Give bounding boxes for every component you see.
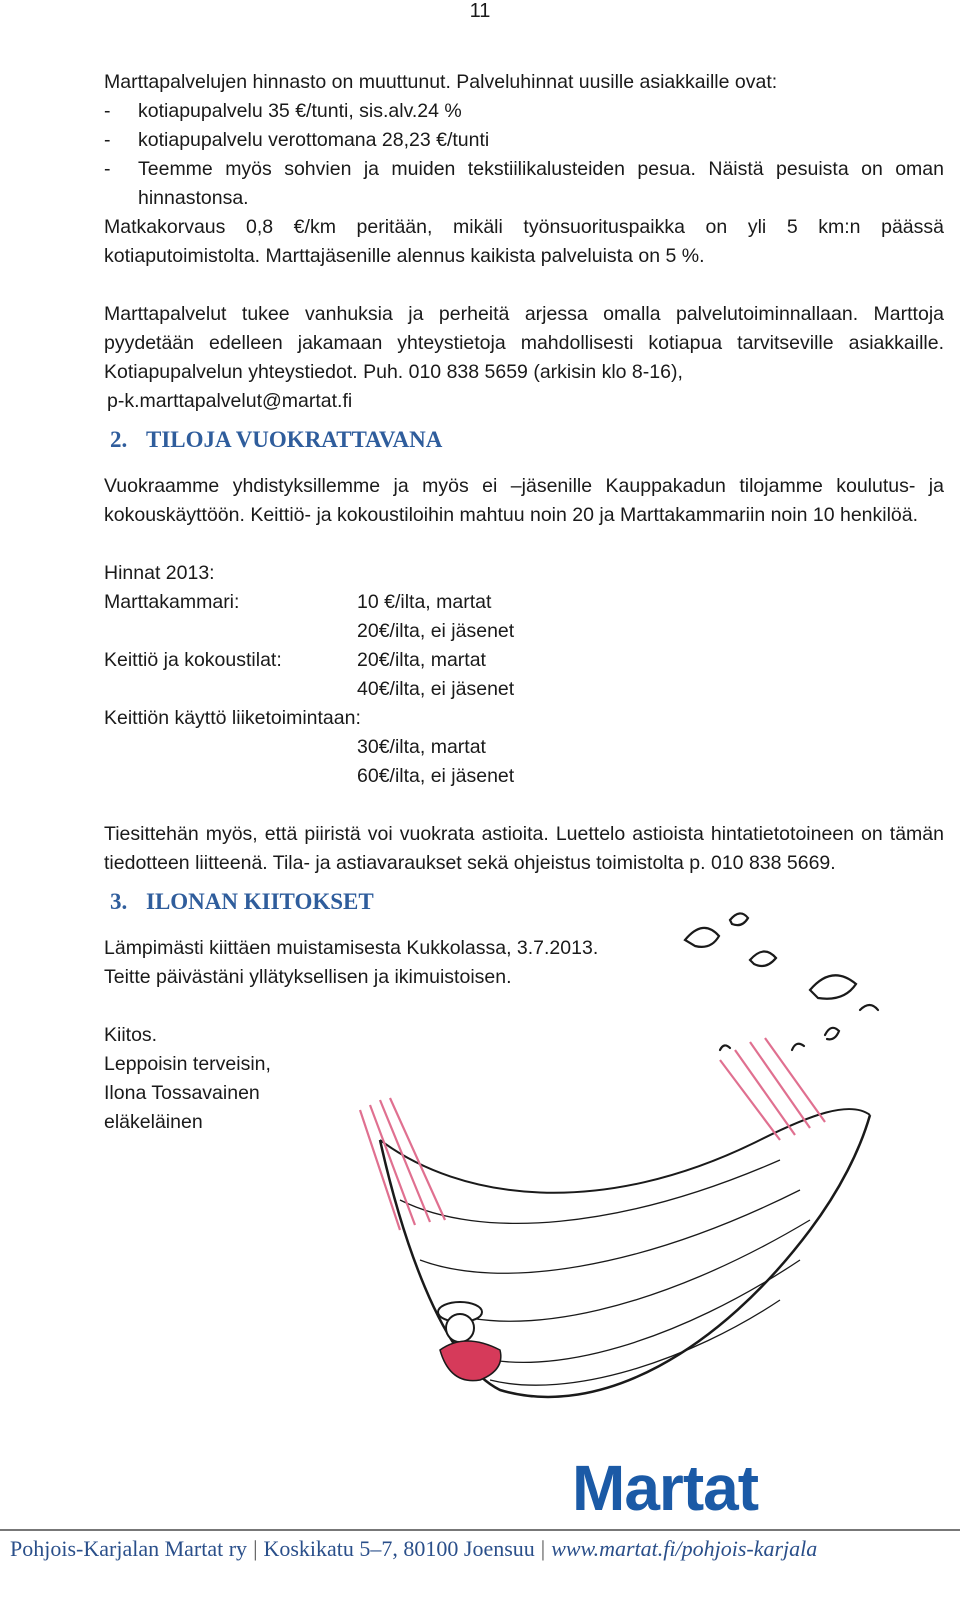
hammock-icon bbox=[360, 1038, 870, 1397]
price-row-value: 60€/ilta, ei jäsenet bbox=[357, 765, 515, 787]
section-3-title: ILONAN KIITOKSET bbox=[146, 889, 374, 914]
person-in-hammock bbox=[438, 1302, 501, 1381]
price-row-label: Marttakammari: bbox=[104, 591, 240, 613]
price-item-text: kotiapupalvelu 35 €/tunti, sis.alv.24 % bbox=[138, 100, 462, 122]
price-row-value: 20€/ilta, martat bbox=[357, 649, 486, 671]
pricing-intro: Marttapalvelujen hinnasto on muuttunut. Palveluhinnat uusille asiakkaille ovat: bbox=[104, 71, 778, 93]
section-3-number: 3. bbox=[110, 889, 128, 914]
price-row bbox=[104, 675, 944, 704]
price-row bbox=[104, 704, 944, 733]
footer-address: Koskikatu 5–7, 80100 Joensuu bbox=[263, 1536, 535, 1561]
price-row-label: Keittiön käyttö liiketoimintaan: bbox=[104, 707, 361, 729]
price-item bbox=[104, 155, 944, 213]
price-row-value: 40€/ilta, ei jäsenet bbox=[357, 678, 515, 700]
price-row bbox=[104, 646, 944, 675]
price-row-label bbox=[104, 733, 357, 762]
price-row-value: 20€/ilta, ei jäsenet bbox=[357, 620, 515, 642]
section-2-heading bbox=[110, 420, 944, 460]
footer-divider bbox=[0, 1529, 960, 1531]
services-email: p-k.marttapalvelut@martat.fi bbox=[107, 390, 353, 412]
closing-line: Kiitos. bbox=[104, 1024, 158, 1046]
footer bbox=[10, 1536, 950, 1562]
prices-heading: Hinnat 2013: bbox=[104, 562, 215, 584]
price-row-value: 30€/ilta, martat bbox=[357, 736, 486, 758]
bullet-marker: - bbox=[104, 129, 111, 151]
price-row bbox=[104, 762, 944, 791]
thanks-line-2: Teitte päivästäni yllätyksellisen ja ikimuistoisen. bbox=[104, 966, 512, 988]
price-row bbox=[104, 617, 944, 646]
price-row-label bbox=[104, 675, 357, 704]
thanks-line-1: Lämpimästi kiittäen muistamisesta Kukkolassa, 3.7.2013. bbox=[104, 937, 599, 959]
rental-paragraph: Vuokraamme yhdistyksillemme ja myös ei –jäsenille Kauppakadun tilojamme koulutus- ja kokouskäyttöön. Keittiö- ja kokoustiloihin mahtuu noin 20 ja Marttakammariin noin 10 henkilöä. bbox=[104, 475, 944, 526]
price-item-text: Teemme myös sohvien ja muiden tekstiilikalusteiden pesua. Näistä pesuista on oman hinnastonsa. bbox=[138, 158, 944, 209]
price-item bbox=[104, 97, 944, 126]
price-item bbox=[104, 126, 944, 155]
signature-name: Ilona Tossavainen bbox=[104, 1082, 260, 1104]
section-2-title: TILOJA VUOKRATTAVANA bbox=[146, 427, 443, 452]
hammock-illustration bbox=[340, 900, 950, 1460]
price-row-value: 10 €/ilta, martat bbox=[357, 591, 492, 613]
page-number: 11 bbox=[469, 0, 491, 22]
price-row bbox=[104, 733, 944, 762]
martat-logo: Martat bbox=[572, 1452, 759, 1524]
footer-separator: | bbox=[540, 1536, 546, 1561]
leaves-icon bbox=[685, 913, 878, 1050]
pink-ropes bbox=[360, 1038, 825, 1230]
section-2-number: 2. bbox=[110, 427, 128, 452]
dishes-note: Tiesittehän myös, että piiristä voi vuokrata astioita. Luettelo astioista hintatietotoineen on tämän tiedotteen liitteenä. Tila- ja astiavaraukset sekä ohjeistus toimistolta p. 010 838 5669. bbox=[104, 823, 944, 874]
travel-compensation: Matkakorvaus 0,8 €/km peritään, mikäli työnsuorituspaikka on yli 5 km:n päässä kotiaputoimistolta. Marttajäsenille alennus kaikista palveluista on 5 %. bbox=[104, 216, 944, 267]
bullet-marker: - bbox=[104, 100, 111, 122]
signature-title: eläkeläinen bbox=[104, 1111, 203, 1133]
price-row-label bbox=[104, 762, 357, 791]
price-item-text: kotiapupalvelu verottomana 28,23 €/tunti bbox=[138, 129, 490, 151]
footer-url: www.martat.fi/pohjois-karjala bbox=[551, 1536, 818, 1561]
services-paragraph: Marttapalvelut tukee vanhuksia ja perheitä arjessa omalla palvelutoiminnallaan. Marttoja pyydetään edelleen jakamaan yhteystietoja mahdollisesti kotiapua tarvitseville asiakkaille. Kotiapupalvelun yhteystiedot. Puh. 010 838 5659 (arkisin klo 8-16), bbox=[104, 303, 944, 383]
footer-organization: Pohjois-Karjalan Martat ry bbox=[10, 1536, 248, 1561]
closing-line: Leppoisin terveisin, bbox=[104, 1053, 271, 1075]
price-row bbox=[104, 588, 944, 617]
price-row-label: Keittiö ja kokoustilat: bbox=[104, 649, 282, 671]
bullet-marker: - bbox=[104, 158, 111, 180]
price-row-label bbox=[104, 617, 357, 646]
footer-separator: | bbox=[253, 1536, 258, 1561]
